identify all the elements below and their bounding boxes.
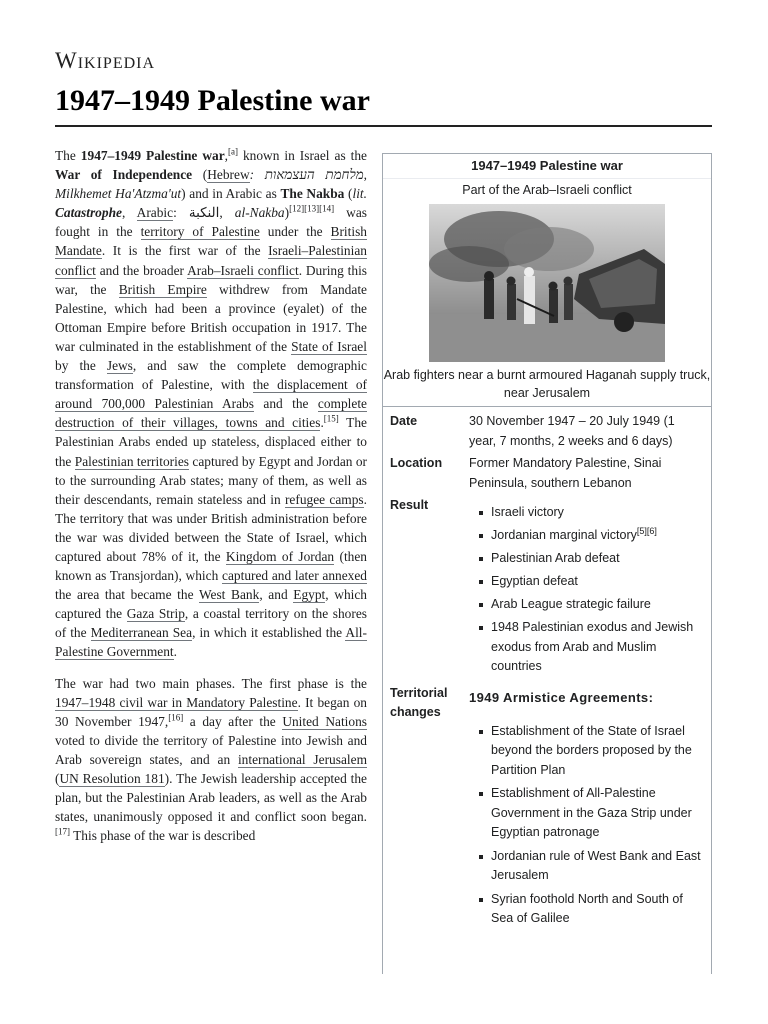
- article-text: a day after the: [183, 713, 283, 729]
- infobox: [382, 153, 712, 974]
- citation-link[interactable]: [16]: [168, 712, 184, 723]
- article-text: .: [173, 644, 177, 660]
- article-link[interactable]: the displacement of around 700,000 Palestinian Arabs: [55, 377, 367, 412]
- result-list: [469, 503, 704, 677]
- result-item: [469, 549, 704, 569]
- article-text: : النكبة,: [173, 205, 235, 221]
- result-item-text: 1948 Palestinian exodus and Jewish exodus from Arab and Muslim countries: [491, 620, 694, 673]
- result-item: [469, 526, 704, 546]
- article-text: withdrew from Mandate Palestine, which had been a province (eyalet) of the Ottoman Empire before British occupation in 1917. The war culminated in the establishment of the: [55, 281, 367, 354]
- infobox-title: 1947–1949 Palestine war: [383, 154, 711, 179]
- territorial-heading: 1949 Armistice Agreements:: [469, 690, 654, 705]
- territorial-item: Syrian foothold North and South of Sea of Galilee: [469, 890, 704, 929]
- article-text: The Nakba: [280, 186, 345, 202]
- article-text: (: [55, 771, 60, 786]
- citation-link[interactable]: [a]: [228, 146, 238, 157]
- article-text: the area that became the: [55, 587, 199, 603]
- result-item: [469, 618, 704, 677]
- result-item-text: Egyptian defeat: [491, 574, 578, 588]
- article-text: ,: [363, 167, 368, 183]
- article-text: Catastrophe: [55, 205, 122, 221]
- title-divider: [55, 125, 712, 127]
- article-text: ): [284, 205, 290, 221]
- article-link[interactable]: Arabic: [136, 205, 174, 221]
- article-text: . It began on 30 November 1947,: [55, 694, 367, 729]
- date-label: Date: [390, 414, 418, 428]
- article-text: Milkhemet Ha'Atzma'ut: [55, 186, 182, 202]
- article-link[interactable]: Palestinian territories: [74, 453, 189, 469]
- article-text: .: [320, 415, 324, 431]
- article-link[interactable]: Gaza Strip: [126, 606, 185, 622]
- article-text: , and: [259, 587, 294, 603]
- paragraph-1: [55, 146, 367, 662]
- article-link[interactable]: international Jerusalem: [237, 751, 367, 767]
- article-link[interactable]: West Bank: [198, 587, 260, 603]
- article-link[interactable]: Jews: [106, 358, 133, 374]
- infobox-photo[interactable]: [429, 204, 665, 362]
- article-text: . The territory that was under British administration before the war was divided between the State of Israel, which captured about 78% of it, the: [55, 491, 367, 564]
- article-text: War of Independence: [55, 167, 193, 183]
- article-text: voted to divide the territory of Palestine into Jewish and Arab sovereign states, and an: [55, 732, 367, 767]
- article-link[interactable]: territory of Palestine: [140, 224, 260, 240]
- article-text: ) and in Arabic as: [181, 186, 281, 202]
- article-text: , and saw the complete demographic transformation of Palestine, with: [55, 358, 367, 393]
- article-link[interactable]: 1947–1948 civil war in Mandatory Palestine: [55, 694, 298, 710]
- article-link[interactable]: Israeli–Palestinian conflict: [55, 243, 367, 278]
- article-text: and the broader: [95, 262, 188, 278]
- result-item: [469, 572, 704, 592]
- article-text: , which captured the: [55, 587, 367, 622]
- result-item-text: Israeli victory: [491, 505, 564, 519]
- photo-illustration: [429, 204, 665, 362]
- article-link[interactable]: State of Israel: [291, 338, 367, 354]
- result-label: Result: [390, 498, 429, 512]
- article-text: The Palestinian Arabs ended up stateless, displaced either to the: [55, 415, 367, 469]
- result-item: [469, 595, 704, 615]
- article-link[interactable]: refugee camps: [284, 491, 364, 507]
- article-text: The war had two main phases. The first phase is the: [55, 675, 367, 691]
- article-link[interactable]: Arab–Israeli conflict: [187, 262, 299, 278]
- result-item-text: Jordanian marginal victory: [491, 528, 637, 542]
- article-text: . It is the first war of the: [101, 243, 269, 259]
- article-text: This phase of the war is described: [70, 828, 256, 844]
- territorial-list: [469, 722, 704, 929]
- article-text: known in Israel as the: [238, 148, 367, 163]
- result-item-text: Arab League strategic failure: [491, 597, 651, 611]
- location-value: Former Mandatory Palestine, Sinai Peninsula, southern Lebanon: [469, 456, 662, 490]
- article-text: (: [192, 167, 208, 183]
- citation-link[interactable]: [17]: [55, 826, 70, 837]
- paragraph-2: [55, 674, 367, 846]
- territorial-item: Jordanian rule of West Bank and East Jerusalem: [469, 847, 704, 886]
- article-text: captured by Egypt and Jordan or to the surrounding Arab states; many of them, as well as their descendants, remain stateless and in: [55, 453, 368, 507]
- article-link[interactable]: UN Resolution 181: [59, 771, 165, 786]
- date-value: 30 November 1947 – 20 July 1949 (1 year, 7 months, 2 weeks and 6 days): [469, 414, 675, 448]
- infobox-image-caption: Arab fighters near a burnt armoured Haganah supply truck, near Jerusalem: [383, 366, 711, 407]
- article-text: . During this war, the: [55, 262, 367, 297]
- citation-link[interactable]: [15]: [323, 413, 339, 424]
- article-text: , a coastal territory on the shores of the: [55, 606, 367, 641]
- territorial-changes-label: Territorial changes: [390, 686, 448, 719]
- article-text: al-Nakba: [234, 205, 285, 221]
- article-link[interactable]: United Nations: [282, 713, 367, 729]
- article-text: 1947–1949 Palestine war: [80, 148, 225, 163]
- infobox-row-result: [383, 493, 711, 677]
- article-text: : מלחמת העצמאות: [249, 167, 364, 183]
- infobox-row-date: [383, 407, 711, 451]
- article-text: and the: [253, 396, 318, 412]
- page-title: 1947–1949 Palestine war: [55, 84, 370, 117]
- article-text: (: [344, 186, 353, 202]
- citation-link[interactable]: [5][6]: [636, 525, 657, 536]
- article-link[interactable]: complete destruction of their villages, towns and cities: [55, 396, 367, 431]
- article-text: (then known as Transjordan), which: [55, 548, 367, 584]
- article-link[interactable]: Mediterranean Sea: [90, 625, 193, 641]
- article-text: The: [55, 148, 81, 163]
- result-item: [469, 503, 704, 523]
- article-link[interactable]: British Mandate: [55, 224, 367, 259]
- article-text: was fought in the: [55, 205, 367, 240]
- territorial-item: Establishment of the State of Israel beyond the borders proposed by the Partition Plan: [469, 722, 704, 781]
- infobox-row-territorial: [383, 680, 711, 929]
- result-item-text: Palestinian Arab defeat: [491, 551, 620, 565]
- article-text: lit.: [352, 186, 367, 202]
- article-text: , in which it established the: [192, 625, 346, 641]
- article-link[interactable]: All-Palestine Government: [55, 625, 367, 660]
- article-text: by the: [55, 358, 107, 374]
- article-link[interactable]: captured and later annexed: [222, 568, 368, 584]
- wikipedia-logo[interactable]: Wikipedia: [55, 48, 156, 73]
- article-link[interactable]: British Empire: [118, 281, 207, 297]
- article-text: ). The Jewish leadership accepted the plan, but the Palestinian Arab leaders, as well as the Arab states, unanimously opposed it and conflict soon began.: [55, 771, 367, 825]
- article-body: [55, 146, 367, 857]
- infobox-subtitle: Part of the Arab–Israeli conflict: [462, 183, 632, 197]
- territorial-item: Establishment of All-Palestine Government in the Gaza Strip under Egyptian patronage: [469, 784, 704, 843]
- article-text: under the: [259, 224, 331, 240]
- article-link[interactable]: Kingdom of Jordan: [225, 548, 335, 564]
- article-text: ,: [224, 148, 228, 163]
- infobox-row-location: [383, 451, 711, 493]
- article-text: ,: [121, 205, 137, 221]
- location-label: Location: [390, 456, 443, 470]
- citation-link[interactable]: [12][13][14]: [289, 203, 335, 214]
- article-link[interactable]: Hebrew: [207, 167, 250, 183]
- article-link[interactable]: Egypt: [293, 587, 326, 603]
